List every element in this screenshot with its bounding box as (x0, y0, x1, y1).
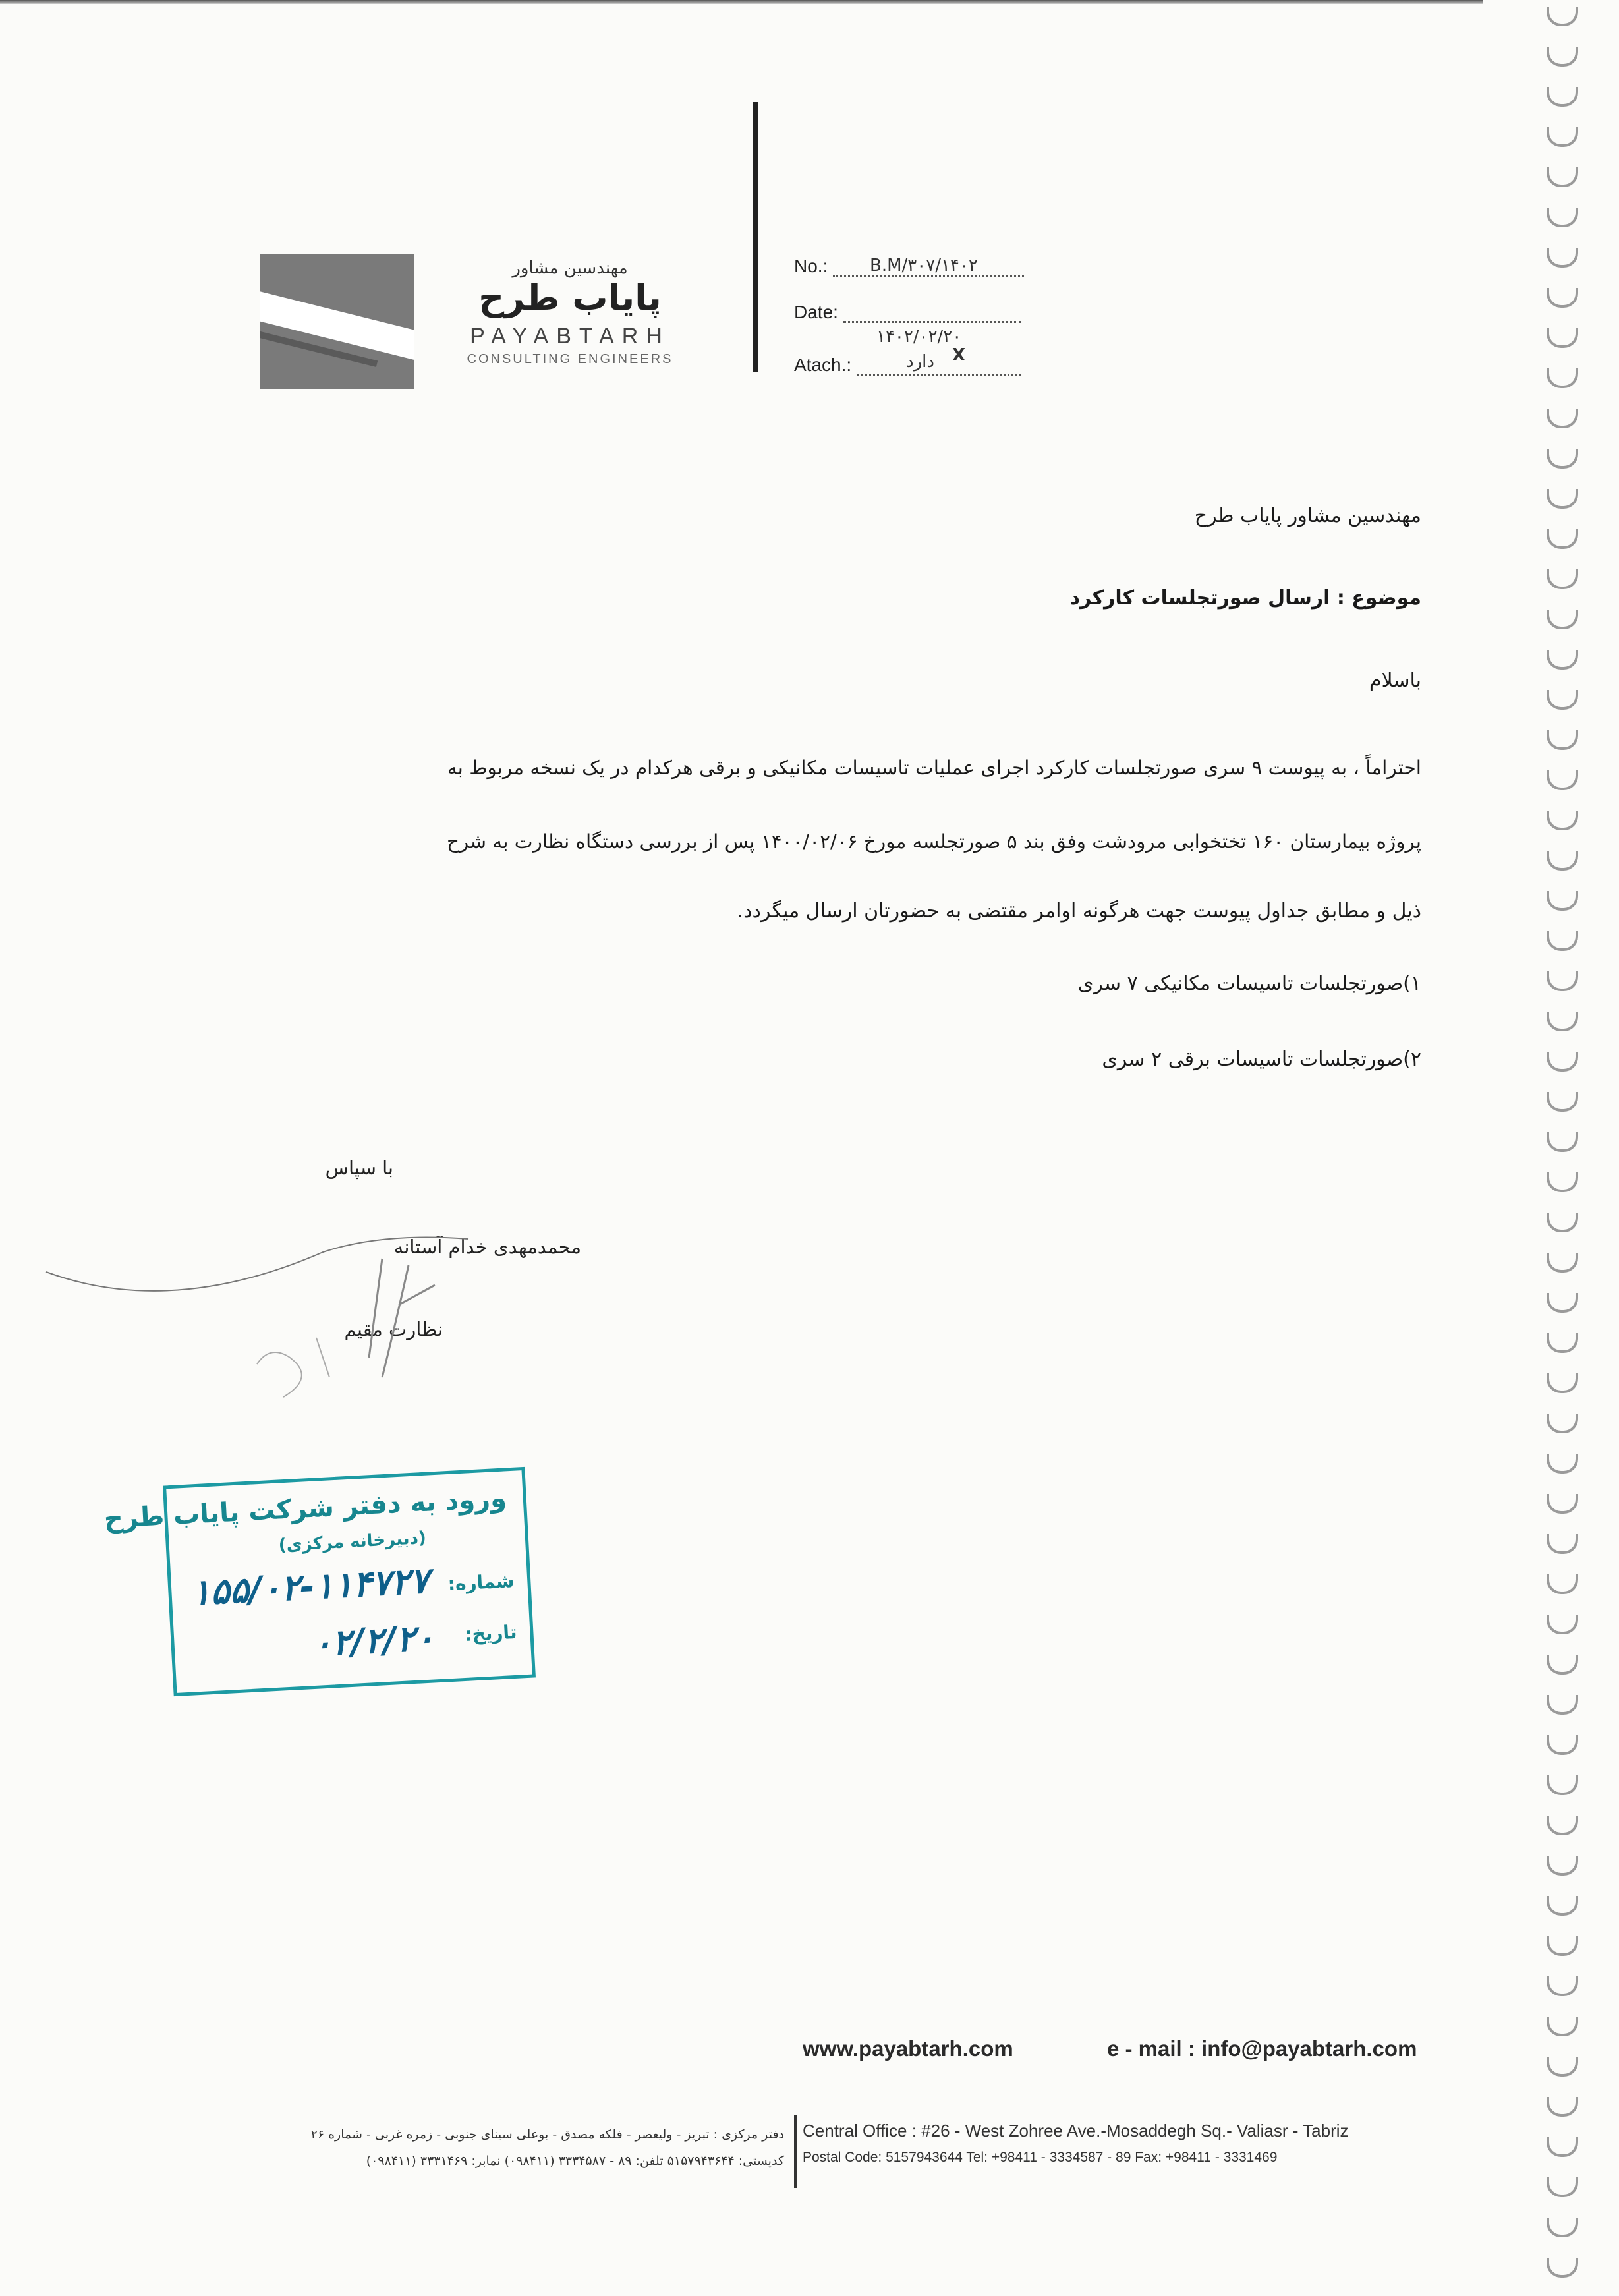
spiral-ring (1547, 650, 1578, 670)
stamp-date-value: ۰۲/۲/۲۰ (312, 1617, 436, 1665)
letter-number (794, 256, 1024, 277)
spiral-ring (1547, 2218, 1578, 2237)
spiral-ring (1547, 610, 1578, 629)
spiral-ring (1547, 1213, 1578, 1232)
subject: موضوع : ارسال صورتجلسات کارکرد (1069, 587, 1421, 610)
logo-tagline: CONSULTING ENGINEERS (467, 352, 673, 367)
spiral-ring (1547, 931, 1578, 951)
list-item-electrical: ۲)صورتجلسات تاسیسات برقی ۲ سری (1102, 1048, 1421, 1071)
spiral-ring (1547, 1333, 1578, 1353)
spiral-ring (1547, 1856, 1578, 1876)
spiral-ring (1547, 2057, 1578, 2077)
spiral-ring (1547, 449, 1578, 469)
spiral-ring (1547, 1775, 1578, 1795)
attach-check-mark: X (952, 345, 966, 365)
company-logo-mark (260, 254, 414, 389)
spiral-ring (1547, 1615, 1578, 1634)
spiral-ring (1547, 1092, 1578, 1112)
list-item-mechanical: ۱)صورتجلسات تاسیسات مکانیکی ۷ سری (1077, 972, 1421, 995)
spiral-ring (1547, 2177, 1578, 2197)
spiral-ring (1547, 2017, 1578, 2036)
closing: با سپاس (325, 1157, 393, 1179)
spiral-ring (1547, 1293, 1578, 1313)
company-logo-text (422, 258, 718, 367)
signer-name: محمدمهدی خدام آستانه (393, 1236, 581, 1258)
footer-address-en-2: Postal Code: 5157943644 Tel: +98411 - 3334587 - 89 Fax: +98411 - 3331469 (803, 2150, 1278, 2165)
logo-name-fa: پایاب طرح (478, 277, 662, 318)
spiral-ring (1547, 328, 1578, 348)
spiral-ring (1547, 489, 1578, 509)
letter-date (794, 302, 1021, 347)
spiral-ring (1547, 368, 1578, 388)
spiral-ring (1547, 1373, 1578, 1393)
spiral-ring (1547, 1454, 1578, 1474)
body-line-3: ذیل و مطابق جداول پیوست جهت هرگونه اوامر مقتضی به حضورتان ارسال میگردد. (737, 900, 1421, 923)
spiral-ring (1547, 891, 1578, 911)
spiral-ring (1547, 1936, 1578, 1956)
greeting: باسلام (1369, 669, 1421, 692)
recipient: مهندسین مشاور پایاب طرح (1194, 504, 1421, 527)
footer-divider (794, 2115, 797, 2188)
spiral-ring (1547, 1735, 1578, 1755)
letter-attachment (794, 345, 1021, 376)
spiral-ring (1547, 167, 1578, 187)
spiral-ring (1547, 1655, 1578, 1675)
spiral-ring (1547, 2097, 1578, 2117)
spiral-ring (1547, 1534, 1578, 1554)
spiral-ring (1547, 1132, 1578, 1152)
stamp-number-value: ۱۵۵/۰۲-۱۱۴۷۲۷ (190, 1559, 430, 1614)
spiral-ring (1547, 1574, 1578, 1594)
spiral-ring (1547, 208, 1578, 227)
spiral-ring (1547, 1414, 1578, 1433)
spiral-ring (1547, 1253, 1578, 1273)
date-value: ۱۴۰۲/۰۲/۲۰ (876, 327, 962, 347)
spiral-ring (1547, 971, 1578, 991)
footer-address-fa-2: کدپستی: ۵۱۵۷۹۴۳۶۴۴ تلفن: ۸۹ - ۳۳۳۴۵۸۷ (۰۹۸۴۱۱) نمابر: ۳۳۳۱۴۶۹ (۰۹۸۴۱۱) (366, 2154, 784, 2168)
spiral-binding (1547, 0, 1579, 2296)
body-line-2: پروژه بیمارستان ۱۶۰ تختخوابی مرودشت وفق بند ۵ صورتجلسه مورخ ۱۴۰۰/۰۲/۰۶ پس از بررسی دستگاه نظارت به شرح (446, 830, 1421, 853)
attach-value: دارد (906, 352, 934, 372)
stamp-date-label: تاریخ: (464, 1621, 518, 1646)
spiral-ring (1547, 529, 1578, 549)
attach-label: Atach.: (794, 355, 852, 375)
spiral-ring (1547, 87, 1578, 107)
footer-address-en-1: Central Office : #26 - West Zohree Ave.-Mosaddegh Sq.- Valiasr - Tabriz (803, 2121, 1349, 2140)
spiral-ring (1547, 1012, 1578, 1031)
spiral-ring (1547, 690, 1578, 710)
signer-title: نظارت مقیم (344, 1318, 443, 1340)
stamp-number-label: شماره: (447, 1569, 515, 1595)
number-label: No.: (794, 256, 828, 276)
spiral-ring (1547, 569, 1578, 589)
spiral-ring (1547, 770, 1578, 790)
received-stamp (103, 1467, 536, 1696)
stamp-title: ورود به دفتر شرکت پایاب طرح (103, 1483, 507, 1535)
spiral-ring (1547, 1976, 1578, 1996)
spiral-ring (1547, 1052, 1578, 1072)
date-label: Date: (794, 302, 838, 322)
scan-top-edge (0, 0, 1483, 4)
spiral-ring (1547, 2137, 1578, 2157)
spiral-ring (1547, 288, 1578, 308)
number-value: B.M/۳۰۷/۱۴۰۲ (870, 256, 978, 275)
body-line-1: احتراماً ، به پیوست ۹ سری صورتجلسات کارکرد اجرای عملیات تاسیسات مکانیکی و برقی هرکدام در یک نسخه مربوط به (447, 757, 1421, 779)
spiral-ring (1547, 1172, 1578, 1192)
spiral-ring (1547, 730, 1578, 750)
spiral-ring (1547, 47, 1578, 67)
stamp-subtitle: (دبیرخانه مرکزی) (278, 1528, 427, 1556)
handwritten-signature (40, 1226, 501, 1423)
spiral-ring (1547, 1896, 1578, 1916)
spiral-ring (1547, 1494, 1578, 1514)
logo-subtitle: مهندسین مشاور (512, 258, 628, 278)
logo-name-en: PAYABTARH (470, 324, 670, 349)
spiral-ring (1547, 248, 1578, 268)
spiral-ring (1547, 1816, 1578, 1835)
spiral-ring (1547, 127, 1578, 147)
footer-address-fa-1: دفتر مرکزی : تبریز - ولیعصر - فلکه مصدق - بوعلی سینای جنوبی - زمره غربی - شماره ۲۶ (310, 2127, 784, 2142)
spiral-ring (1547, 409, 1578, 428)
spiral-ring (1547, 2258, 1578, 2278)
spiral-ring (1547, 811, 1578, 830)
header-divider (753, 102, 758, 372)
footer-website: www.payabtarh.com (803, 2036, 1013, 2061)
spiral-ring (1547, 1695, 1578, 1715)
spiral-ring (1547, 7, 1578, 26)
footer-email: e - mail : info@payabtarh.com (1107, 2036, 1417, 2061)
spiral-ring (1547, 851, 1578, 871)
